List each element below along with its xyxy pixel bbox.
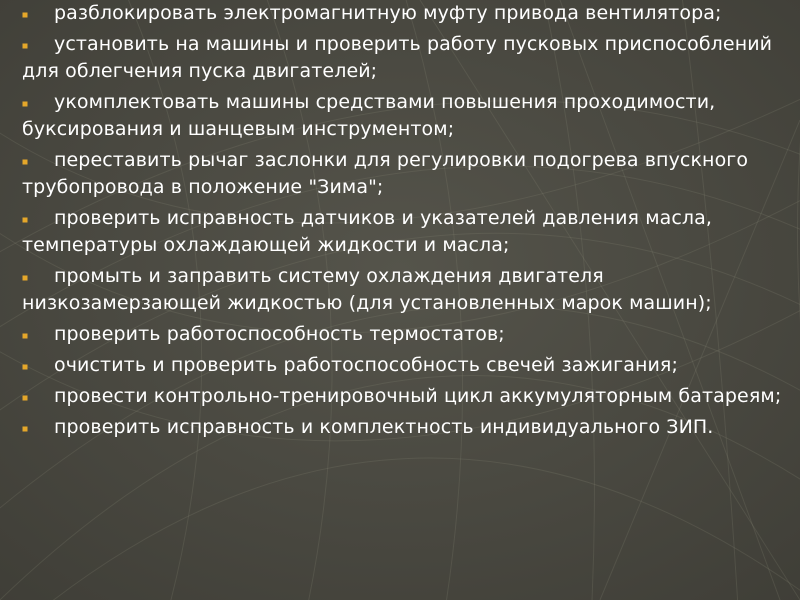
bullet-text: укомплектовать машины средствами повышения проходимости, буксирования и шанцевым инструментом; (22, 91, 716, 140)
bullet-item (22, 0, 782, 27)
bullet-diamond-icon (22, 275, 28, 281)
bullet-item (22, 414, 782, 441)
bullet-item (22, 147, 782, 201)
bullet-item (22, 89, 782, 143)
bullet-list (22, 0, 782, 445)
bullet-text: проверить работоспособность термостатов; (54, 323, 505, 345)
bullet-diamond-icon (22, 333, 28, 339)
bullet-diamond-icon (22, 101, 28, 107)
bullet-item (22, 383, 782, 410)
bullet-item (22, 205, 782, 259)
bullet-text: разблокировать электромагнитную муфту привода вентилятора; (54, 2, 722, 24)
bullet-diamond-icon (22, 364, 28, 370)
bullet-diamond-icon (22, 12, 28, 18)
bullet-diamond-icon (22, 217, 28, 223)
bullet-text: установить на машины и проверить работу пусковых приспособлений для облегчения пуска двигателей; (22, 33, 773, 82)
bullet-item (22, 31, 782, 85)
bullet-diamond-icon (22, 159, 28, 165)
bullet-text: проверить исправность и комплектность индивидуального ЗИП. (54, 416, 714, 438)
bullet-diamond-icon (22, 43, 28, 49)
bullet-item (22, 263, 782, 317)
bullet-text: очистить и проверить работоспособность свечей зажигания; (54, 354, 678, 376)
bullet-text: проверить исправность датчиков и указателей давления масла, температуры охлаждающей жидкости и масла; (22, 207, 713, 256)
bullet-text: переставить рычаг заслонки для регулировки подогрева впускного трубопровода в положение "Зима"; (22, 149, 749, 198)
bullet-item (22, 352, 782, 379)
bullet-diamond-icon (22, 395, 28, 401)
bullet-text: промыть и заправить систему охлаждения двигателя низкозамерзающей жидкостью (для установленных марок машин); (22, 265, 712, 314)
bullet-item (22, 321, 782, 348)
bullet-diamond-icon (22, 426, 28, 432)
bullet-text: провести контрольно-тренировочный цикл аккумуляторным батареям; (54, 385, 782, 407)
